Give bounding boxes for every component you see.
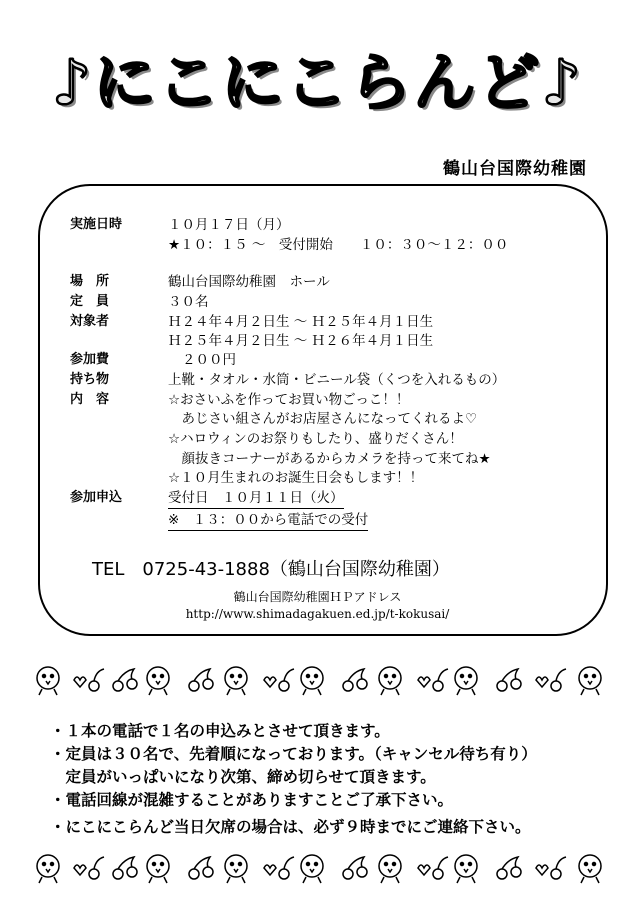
fee-label: 参加費	[70, 352, 110, 367]
chick-icon	[37, 855, 601, 883]
chick-border-bottom	[30, 848, 610, 888]
content-line: あじさい組さんがお店屋さんになってくれるよ♡	[168, 411, 478, 427]
time-value: ★１０：１５ ～ 受付開始 １０：３０～１２：００	[168, 237, 509, 253]
fee-value: ２００円	[182, 352, 236, 368]
apply-value: 受付日 １０月１１日（火）	[168, 489, 344, 509]
date-label: 実施日時	[70, 217, 123, 232]
content-line: ☆ハロウィンのお祭りもしたり、盛りだくさん！	[168, 431, 463, 447]
note-item: ・１本の電話で１名の申込みとさせて頂きます。	[50, 722, 390, 740]
target-value-1: Ｈ２４年４月２日生 ～ Ｈ２５年４月１日生	[168, 314, 434, 330]
note-item: ・にこにこらんど当日欠席の場合は、必ず９時までにご連絡下さい。	[50, 818, 531, 836]
place-label: 場 所	[70, 274, 110, 289]
content-label: 内 容	[70, 392, 110, 407]
target-value-2: Ｈ２５年４月２日生 ～ Ｈ２６年４月１日生	[168, 333, 434, 349]
capacity-value: ３０名	[168, 294, 209, 310]
homepage-label: 鶴山台国際幼稚園ＨＰアドレス	[233, 590, 402, 604]
apply-label: 参加申込	[70, 490, 123, 505]
chick-icon	[37, 667, 601, 695]
chick-border-top	[30, 660, 610, 700]
note-item: ・定員は３０名で、先着順になっております。（キャンセル待ち有り）	[50, 745, 537, 763]
target-label: 対象者	[70, 314, 110, 329]
phone-number: TEL 0725-43-1888（鶴山台国際幼稚園）	[92, 559, 450, 580]
content-line: ☆おさいふを作ってお買い物ごっこ！！	[168, 392, 410, 408]
page-title: ♪にこにこらんど♪	[51, 46, 584, 119]
note-item: 定員がいっぱいになり次第、締め切らせて頂きます。	[50, 768, 436, 786]
date-value: １０月１７日（月）	[168, 217, 290, 233]
homepage-url[interactable]: http://www.shimadagakuen.ed.jp/t-kokusai/	[185, 607, 450, 621]
note-item: ・電話回線が混雑することがありますことご了承下さい。	[50, 791, 454, 809]
items-value: 上靴・タオル・水筒・ビニール袋（くつを入れるもの）	[168, 372, 506, 388]
apply-note: ※ １３：００から電話での受付	[168, 511, 368, 531]
items-label: 持ち物	[70, 372, 110, 387]
content-line: 顔抜きコーナーがあるからカメラを持って来てね★	[168, 451, 491, 467]
content-line: ☆１０月生まれのお誕生日会もします！！	[168, 470, 424, 486]
organizer-name: 鶴山台国際幼稚園	[443, 159, 587, 179]
capacity-label: 定 員	[70, 294, 110, 309]
place-value: 鶴山台国際幼稚園 ホール	[168, 274, 330, 290]
